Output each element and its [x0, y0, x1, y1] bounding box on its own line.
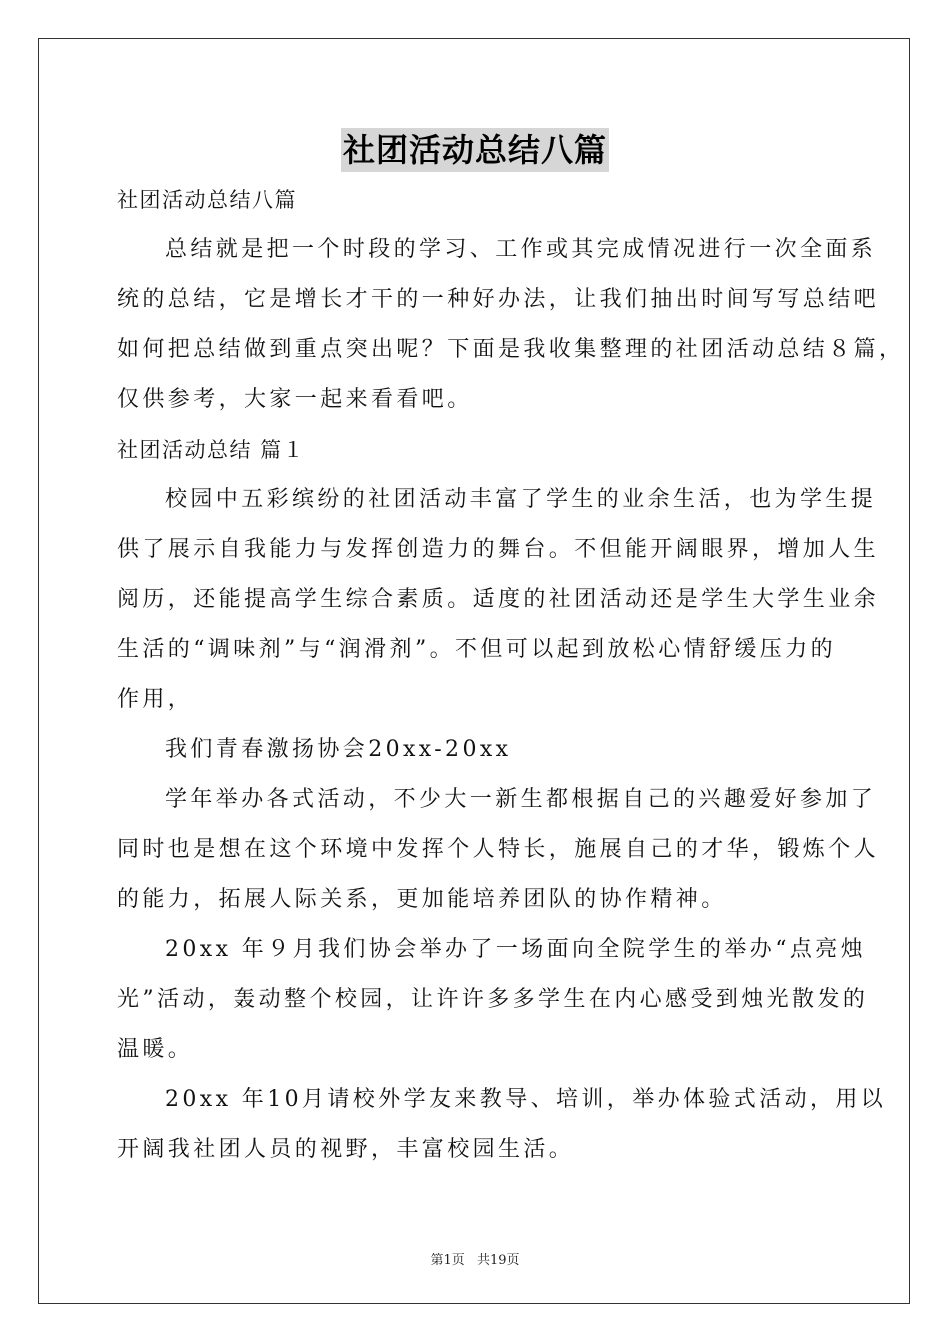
paragraph-line: 我们青春激扬协会20xx-20xx	[165, 737, 512, 762]
paragraph-line: 同时也是想在这个环境中发挥个人特长，施展自己的才华，锻炼个人	[117, 837, 880, 862]
paragraph-line: 的能力，拓展人际关系，更加能培养团队的协作精神。	[117, 887, 727, 912]
title-container	[0, 128, 950, 172]
page-footer	[0, 1249, 950, 1268]
paragraph-line: 学年举办各式活动，不少大一新生都根据自己的兴趣爱好参加了	[165, 787, 877, 812]
paragraph-line: 温暖。	[117, 1037, 194, 1062]
paragraph-line: 20xx 年10月请校外学友来教导、培训，举办体验式活动，用以	[165, 1087, 887, 1112]
page-number: 第1页	[430, 1253, 465, 1268]
paragraph-line: 光”活动，轰动整个校园，让许许多多学生在内心感受到烛光散发的	[117, 987, 869, 1012]
page-total: 共19页	[476, 1253, 520, 1268]
paragraph-line: 作用，	[117, 687, 194, 712]
paragraph-line: 仅供参考，大家一起来看看吧。	[117, 387, 473, 412]
paragraph-line: 20xx 年９月我们协会举办了一场面向全院学生的举办“点亮烛	[165, 937, 867, 962]
paragraph-line: 生活的“调味剂”与“润滑剂”。不但可以起到放松心情舒缓压力的	[117, 637, 836, 662]
document-title: 社团活动总结八篇	[341, 128, 609, 172]
paragraph-line: 总结就是把一个时段的学习、工作或其完成情况进行一次全面系	[165, 237, 877, 262]
paragraph-line: 阅历，还能提高学生综合素质。适度的社团活动还是学生大学生业余	[117, 587, 880, 612]
paragraph-line: 开阔我社团人员的视野，丰富校园生活。	[117, 1137, 575, 1162]
section-heading: 社团活动总结 篇１	[117, 438, 306, 462]
paragraph-line: 校园中五彩缤纷的社团活动丰富了学生的业余生活，也为学生提	[165, 487, 877, 512]
document-body	[117, 175, 905, 1175]
paragraph-line: 供了展示自我能力与发挥创造力的舞台。不但能开阔眼界，增加人生	[117, 537, 880, 562]
paragraph-line: 统的总结，它是增长才干的一种好办法，让我们抽出时间写写总结吧	[117, 287, 880, 312]
section-heading: 社团活动总结八篇	[117, 188, 297, 212]
paragraph-line: 如何把总结做到重点突出呢？下面是我收集整理的社团活动总结８篇，	[117, 337, 905, 362]
